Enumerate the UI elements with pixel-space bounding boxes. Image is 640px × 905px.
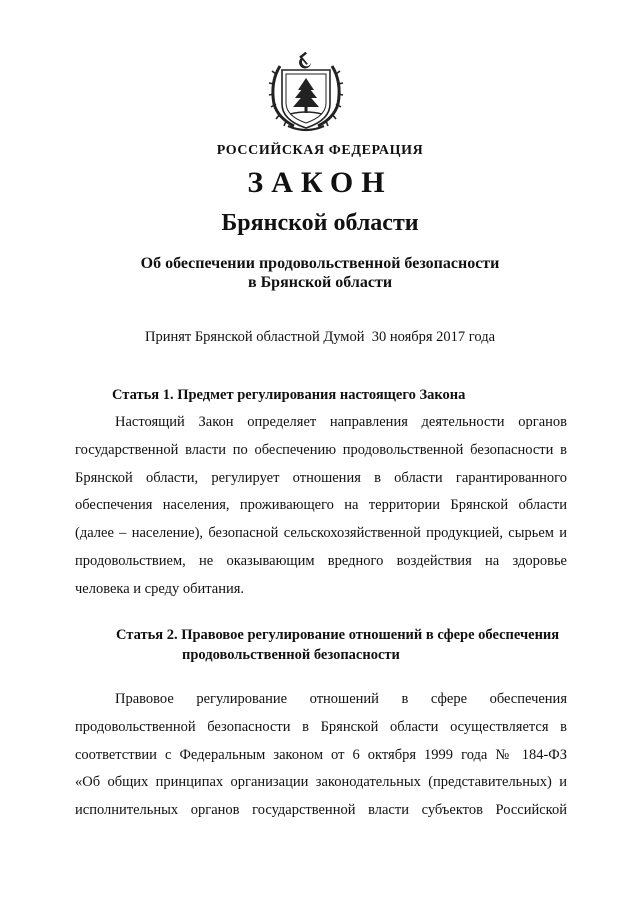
law-title: ЗАКОН <box>247 166 393 199</box>
paragraph-line: «Об общих принципах организации законодательных (представительных) и <box>75 774 567 791</box>
law-subject-line: в Брянской области <box>247 274 393 291</box>
article-1-heading: Статья 1. Предмет регулирования настоящего Закона <box>112 387 466 403</box>
article-1-body <box>75 409 567 604</box>
law-subject <box>0 254 640 292</box>
paragraph-line: (далее – население), безопасной сельскохозяйственной продукцией, сырьем и <box>75 525 567 542</box>
federation-heading: РОССИЙСКАЯ ФЕДЕРАЦИЯ <box>216 143 424 158</box>
paragraph-line: обеспечения населения, проживающего на территории Брянской области <box>75 497 567 514</box>
paragraph-line: продовольствием, не оказывающим вредного воздействия на здоровье <box>75 552 567 569</box>
paragraph-line: соответствии с Федеральным законом от 6 октября 1999 года № 184-ФЗ <box>75 746 567 763</box>
paragraph-line: продовольственной безопасности в Брянской области осуществляется в <box>75 718 567 735</box>
paragraph-line: Брянской области, регулирует отношения в области гарантированного <box>75 469 567 486</box>
adoption-note: Принят Брянской областной Думой 30 ноября 2017 года <box>144 329 496 345</box>
bryansk-coat-of-arms-icon <box>268 52 344 132</box>
region-title: Брянской области <box>221 210 419 236</box>
paragraph-line: Настоящий Закон определяет направления деятельности органов <box>115 414 567 430</box>
article-2-heading: Статья 2. Правовое регулирование отношений в сфере обеспечения <box>116 627 560 643</box>
paragraph-line: государственной власти по обеспечению продовольственной безопасности в <box>75 441 567 458</box>
paragraph-line: Правовое регулирование отношений в сфере обеспечения <box>115 691 567 707</box>
paragraph-line: человека и среду обитания. <box>75 580 245 597</box>
article-2-heading-continued: продовольственной безопасности <box>182 647 400 663</box>
article-2-body <box>75 686 567 825</box>
paragraph-line: исполнительных органов государственной власти субъектов Российской <box>75 802 567 819</box>
law-subject-line: Об обеспечении продовольственной безопасности <box>140 255 500 272</box>
